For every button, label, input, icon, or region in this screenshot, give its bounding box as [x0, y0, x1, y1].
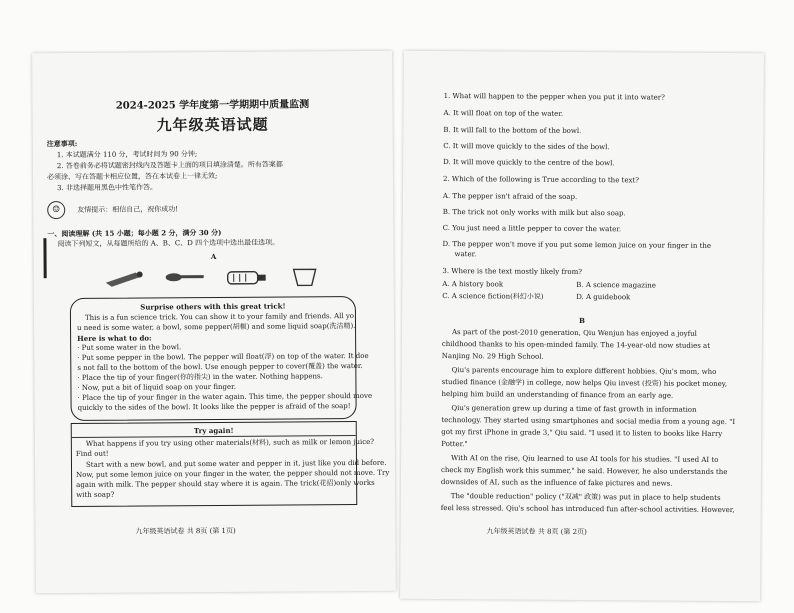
section-heading: 一、阅读理解 (共 15 小题；每小题 2 分，满分 30 分) [47, 227, 222, 239]
box-line: Here is what to do: [77, 333, 152, 343]
question-1-stem: 1. What will happen to the pepper when you put it into water? [443, 92, 665, 102]
question-1-option: D. It will move quickly to the centre of the bowl. [443, 158, 615, 168]
box-line: u need is some water, a bowl, some pepper(胡椒) and some liquid soap(洗洁精). [77, 322, 356, 332]
question-1-option: B. It will fall to the bottom of the bowl. [443, 126, 582, 135]
passage-line: The "double reduction" policy ("双减" 政策) was put in place to help students [450, 492, 721, 502]
passage-line: childhood thanks to his open-minded family. The 14-year-old now studies at [441, 340, 711, 350]
passage-b-letter: B [579, 315, 586, 326]
spoon-icon [164, 266, 206, 288]
try-line: Start with a new bowl, and put some water and pepper in it, just like you did before. [85, 458, 387, 469]
passage-line: Qiu's parents encourage him to explore different hobbies. Qiu's mom, who [451, 366, 717, 376]
notice-item: 必须涂、写在答题卡相应位置，答在本试卷上一律无效; [46, 171, 218, 182]
try-title: Try again! [193, 425, 234, 436]
try-line: with soap? [76, 490, 115, 499]
illustration-row [34, 265, 394, 290]
box-line: This is a fun science trick. You can show it to your family and friends. All yo [84, 312, 355, 322]
bowl-icon [290, 265, 320, 287]
box-line: quickly to the sides of the bowl. It looks like the pepper is afraid of the soap! [77, 402, 351, 412]
passage-line: check my English work this summer," he said. However, he also understands the [440, 466, 728, 477]
question-3-option: A. A history book [442, 280, 504, 289]
pepper-shaker-icon [104, 266, 146, 288]
page-footer: 九年级英语试卷 共 8页 (第 1页) [135, 526, 236, 536]
question-2-option: water. [454, 250, 477, 259]
try-line: again with milk. The pepper should stay where it is again. The trick(花招)only works [76, 478, 375, 489]
friendly-tip: 友情提示：相信自己，祝你成功! [77, 205, 179, 214]
notice-item: 3. 非选择题用黑色中性笔作答。 [57, 183, 157, 193]
try-line: Find out! [75, 449, 109, 458]
thinking-face-icon: ☺ [47, 201, 65, 219]
passage-line: studied finance (金融学) in college, now helps Qiu invest (投资) his pocket money, [441, 378, 728, 389]
soap-bottle-icon [226, 266, 268, 288]
question-2-option: C. You just need a little pepper to cover the water. [442, 224, 622, 234]
box-line: · Place the tip of your finger(你的指尖) in the water. Nothing happens. [77, 372, 323, 382]
passage-line: feel less stressed. Qiu's school has introduced fun after-school activities. However, [440, 504, 735, 515]
question-1-option: A. It will float on top of the water. [443, 109, 564, 118]
question-3-option: D. A guidebook [576, 292, 631, 302]
passage-line: downsides of AI, such as the influence of fake pictures and news. [440, 478, 673, 488]
notice-heading: 注意事项: [46, 138, 78, 149]
notice-item: 2. 答卷前务必将试题密封线内及答题卡上面的项目填涂清楚。所有答案都 [56, 160, 283, 171]
box-line: · Put some pepper in the bowl. The pepper will float(浮) on top of the water. It doe [77, 351, 369, 362]
notice-item: 1. 本试题满分 110 分，考试时间为 90 分钟; [56, 150, 198, 160]
passage-line: technology. They started using smartphones and social media from a young age. "I [441, 416, 736, 427]
passage-line: With AI on the rise, Qiu learned to use AI tools for his studies. "I used AI to [451, 454, 719, 464]
passage-a-letter: A [210, 251, 217, 262]
question-2-option: D. The pepper won't move if you put some lemon juice on your finger in the [442, 240, 712, 250]
passage-line: Nanjing No. 29 High School. [441, 352, 544, 361]
passage-line: Potter." [441, 440, 468, 449]
passage-line: As part of the post-2010 generation, Qiu Wenjun has enjoyed a joyful [451, 328, 697, 338]
try-again-box [71, 421, 390, 507]
box-line: · Put some water in the bowl. [77, 343, 182, 352]
question-3-stem: 3. Where is the text mostly likely from? [442, 267, 583, 276]
right-exam-page [400, 51, 764, 601]
exam-title-line1: 2024-2025 学年度第一学期期中质量监测 [115, 99, 310, 112]
try-line: What happens if you try using other materials(材料), such as milk or lemon juice? [85, 437, 375, 448]
question-2-option: A. The pepper isn't afraid of the soap. [442, 192, 578, 201]
box-line: s not fall to the bottom of the bowl. Use enough pepper to cover(覆盖) the water. [77, 361, 363, 372]
left-exam-page [32, 51, 396, 594]
passage-line: Qiu's generation grew up during a time of fast growth in information [451, 404, 697, 414]
box-line: · Place the tip of your finger in the water again. This time, the pepper should move [77, 391, 373, 402]
passage-line: got my first iPhone in grade 3," Qiu said. "I used it to listen to books like Harry [441, 428, 723, 438]
exam-title-line2: 九年级英语试题 [156, 115, 269, 135]
page-footer: 九年级英语试卷 共 8页 (第 2页) [486, 527, 587, 537]
question-3-option: C. A science fiction(科幻小说) [442, 292, 544, 301]
question-2-option: B. The trick not only works with milk but also soap. [442, 208, 626, 218]
box-title: Surprise others with this great trick! [140, 301, 286, 312]
trick-instructions-box [70, 296, 373, 421]
box-line: · Now, put a bit of liquid soap on your finger. [77, 382, 236, 392]
question-1-option: C. It will move quickly to the sides of the bowl. [443, 142, 610, 152]
question-2-stem: 2. Which of the following is True according to the text? [442, 175, 640, 185]
try-line: Now, put some lemon juice on your finger in the water, the pepper should not move. Try [76, 468, 390, 479]
section-instruction: 阅读下列短文，从每题所给的 A、B、C、D 四个选项中选出最佳选项。 [57, 238, 280, 249]
question-3-option: B. A science magazine [576, 280, 656, 290]
passage-line: helping him build an understanding of finance from an early age. [441, 390, 674, 400]
